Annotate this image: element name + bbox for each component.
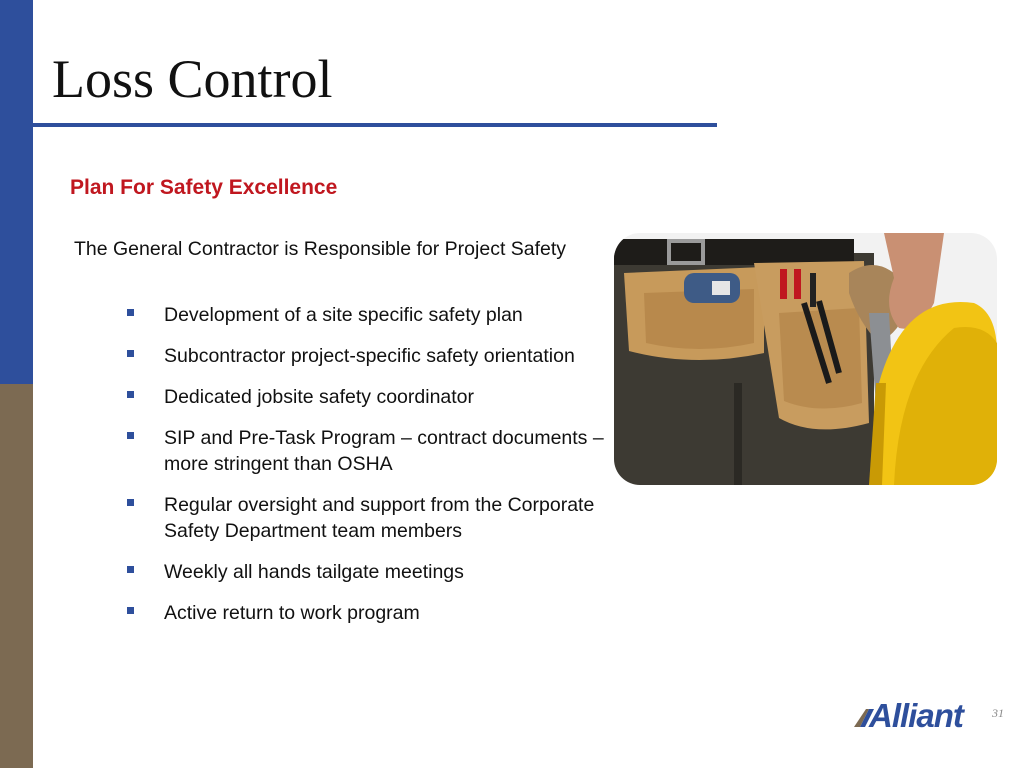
bullet-text: Weekly all hands tailgate meetings xyxy=(164,561,464,583)
bullet-item xyxy=(124,384,644,410)
tool-belt-photo xyxy=(614,233,997,485)
bullet-item xyxy=(124,559,644,585)
bullet-item xyxy=(124,302,644,328)
bullet-text: Active return to work program xyxy=(164,602,420,624)
title-underline xyxy=(33,123,717,127)
bullet-square-icon xyxy=(127,499,134,506)
bullet-square-icon xyxy=(127,432,134,439)
alliant-logo xyxy=(854,699,990,737)
bullet-text: Regular oversight and support from the Corporate Safety Department team members xyxy=(164,494,595,542)
bullet-item xyxy=(124,492,644,544)
intro-text: The General Contractor is Responsible for Project Safety xyxy=(74,238,567,260)
bullet-text: Subcontractor project-specific safety orientation xyxy=(164,345,575,367)
bullet-square-icon xyxy=(127,607,134,614)
bullet-square-icon xyxy=(127,566,134,573)
left-accent-bar-brown xyxy=(0,384,33,768)
bullet-item xyxy=(124,343,644,369)
bullet-text: Dedicated jobsite safety coordinator xyxy=(164,386,475,408)
left-accent-bar-blue xyxy=(0,0,33,384)
page-number: 31 xyxy=(992,706,1004,720)
bullet-square-icon xyxy=(127,309,134,316)
bullet-square-icon xyxy=(127,391,134,398)
logo-text: Alliant xyxy=(869,697,963,734)
bullet-list xyxy=(124,302,644,641)
slide-title: Loss Control xyxy=(52,49,333,109)
bullet-text: SIP and Pre-Task Program – contract documents – more stringent than OSHA xyxy=(164,427,604,475)
slide-subtitle: Plan For Safety Excellence xyxy=(70,176,338,199)
bullet-item xyxy=(124,425,644,477)
bullet-text: Development of a site specific safety plan xyxy=(164,304,523,326)
bullet-square-icon xyxy=(127,350,134,357)
bullet-item xyxy=(124,600,644,626)
